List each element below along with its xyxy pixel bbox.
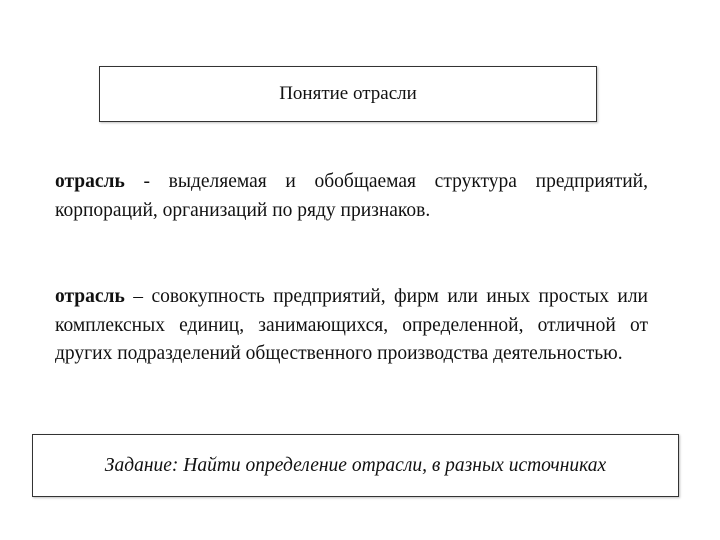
definition-1-text: выделяемая и обобщаемая структура предприятий, корпораций, организаций по ряду признаков. [55, 171, 648, 221]
definition-2-term: отрасль [55, 286, 125, 307]
page-title: Понятие отрасли [279, 83, 417, 104]
task-text: Задание: Найти определение отрасли, в разных источниках [104, 454, 607, 476]
definition-2-separator: – [124, 286, 152, 307]
definition-2-text: совокупность предприятий, фирм или иных простых или комплексных единиц, занимающихся, определенной, отличной от других подразделений общественного производства деятельностью. [55, 286, 648, 364]
definition-1 [55, 168, 648, 225]
definition-1-separator: - [124, 171, 169, 192]
definition-1-term: отрасль [55, 171, 125, 192]
title-box [99, 66, 597, 122]
definition-2 [55, 283, 648, 369]
task-box [32, 434, 679, 497]
